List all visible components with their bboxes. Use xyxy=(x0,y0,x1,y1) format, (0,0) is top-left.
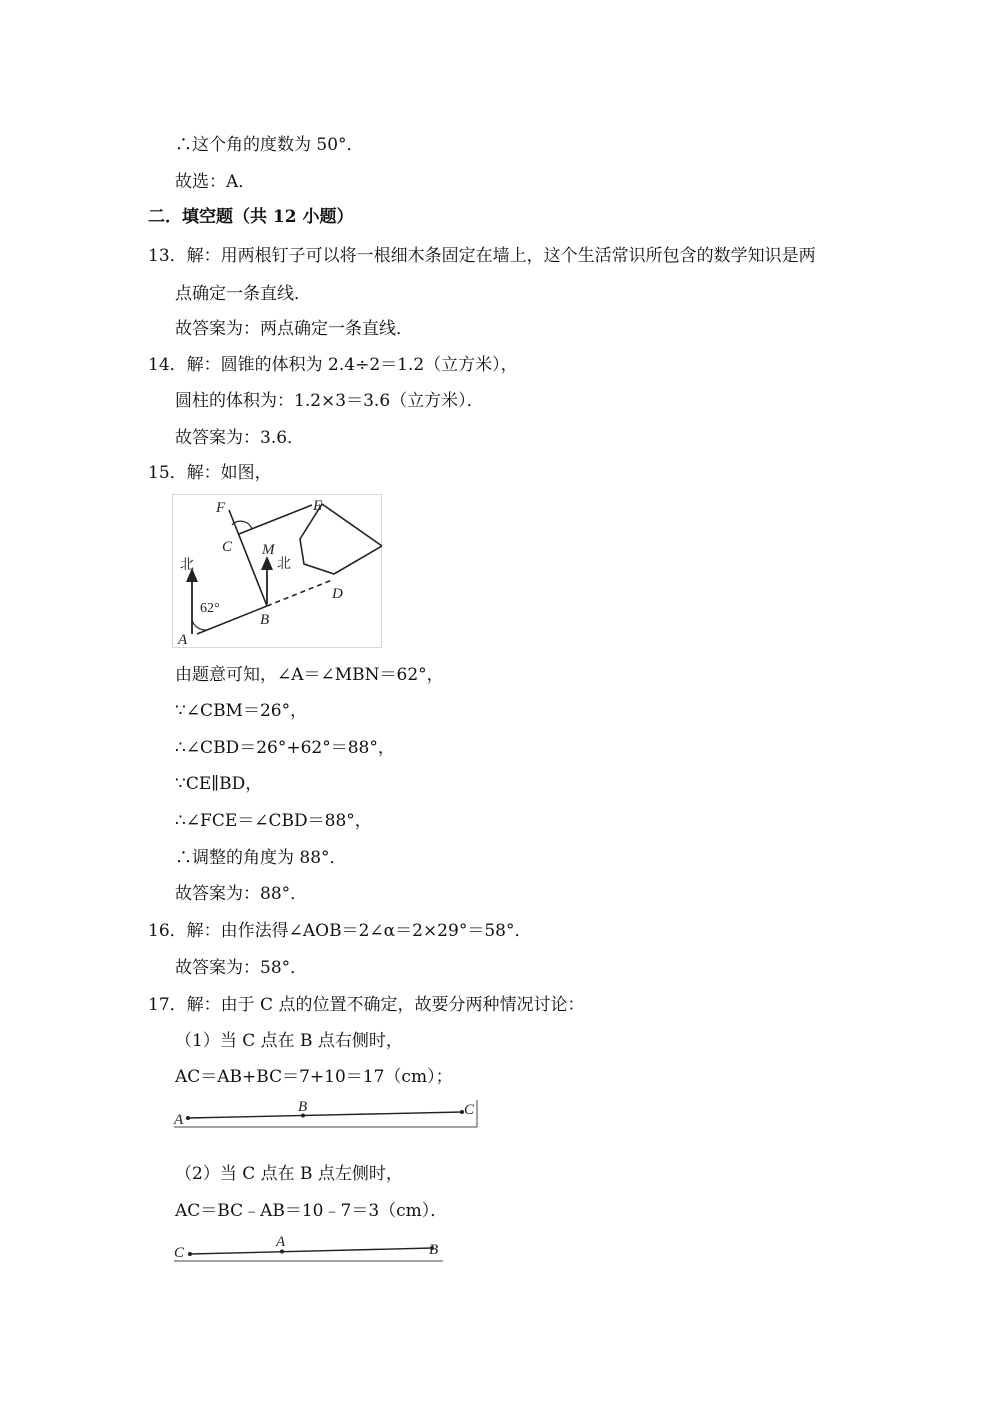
north-arrow-b-head xyxy=(261,556,273,570)
q13-line2: 点确定一条直线． xyxy=(175,284,311,304)
segment-ac xyxy=(188,1112,462,1118)
figure-q15 xyxy=(172,494,382,648)
q15-answer: 故答案为：88°． xyxy=(175,884,308,904)
point-c xyxy=(188,1252,192,1256)
label-a: A xyxy=(174,1112,184,1128)
segment-ce xyxy=(239,505,312,534)
label-a: A xyxy=(178,632,188,648)
segment-cb xyxy=(190,1248,432,1254)
q14-line1: 14．解：圆锥的体积为 2.4÷2＝1.2（立方米）， xyxy=(148,355,518,375)
building-shape xyxy=(300,504,382,574)
q13-line1: 13．解：用两根钉子可以将一根细木条固定在墙上，这个生活常识所包含的数学知识是两 xyxy=(148,246,816,266)
label-angle-62: 62° xyxy=(200,601,220,616)
q15-line7: ∴调整的角度为 88°． xyxy=(175,848,347,868)
q14-answer: 故答案为：3.6． xyxy=(175,428,305,448)
angle-arc-a xyxy=(192,620,206,630)
q16-line1: 16．解：由作法得∠AOB＝2∠α＝2×29°＝58°． xyxy=(148,921,532,941)
q17-case1-calc: AC＝AB+BC＝7+10＝17（cm）； xyxy=(175,1067,453,1087)
q13-answer: 故答案为：两点确定一条直线． xyxy=(175,319,413,339)
label-m: M xyxy=(262,542,275,558)
section-title: 二．填空题（共 12 小题） xyxy=(148,207,354,227)
q17-case1: （1）当 C 点在 B 点右侧时， xyxy=(175,1031,403,1051)
point-a xyxy=(280,1250,284,1254)
text-choose-a: 故选：A． xyxy=(175,172,256,192)
q15-line6: ∴∠FCE＝∠CBD＝88°， xyxy=(175,811,372,831)
text-angle-50: ∴这个角的度数为 50°． xyxy=(175,135,364,155)
figure-q17-case1 xyxy=(172,1096,482,1130)
q17-case2-calc: AC＝BC﹣AB＝10﹣7＝3（cm）． xyxy=(175,1201,448,1221)
label-north-a: 北 xyxy=(180,557,194,573)
figure-q17-case2 xyxy=(172,1232,447,1264)
q15-line1: 15．解：如图， xyxy=(148,463,272,483)
label-c: C xyxy=(174,1245,185,1261)
q16-answer: 故答案为：58°． xyxy=(175,958,308,978)
q15-line3: ∵∠CBM＝26°， xyxy=(175,701,308,721)
label-north-b: 北 xyxy=(277,556,291,572)
q14-line2: 圆柱的体积为：1.2×3＝3.6（立方米）． xyxy=(175,391,484,411)
label-b: B xyxy=(298,1099,308,1115)
label-b: B xyxy=(260,612,270,628)
point-a xyxy=(186,1116,190,1120)
q17-line1: 17．解：由于 C 点的位置不确定，故要分两种情况讨论： xyxy=(148,995,585,1015)
label-d: D xyxy=(332,586,343,602)
q15-line4: ∴∠CBD＝26°+62°＝88°， xyxy=(175,738,395,758)
label-c: C xyxy=(464,1102,475,1118)
label-b: B xyxy=(429,1242,439,1258)
q17-case2: （2）当 C 点在 B 点左侧时， xyxy=(175,1164,403,1184)
q15-line2: 由题意可知，∠A＝∠MBN＝62°， xyxy=(175,665,444,685)
segment-bd-dashed xyxy=(267,580,332,606)
label-c: C xyxy=(222,539,233,555)
label-a: A xyxy=(276,1234,286,1250)
label-e: E xyxy=(313,498,323,514)
label-f: F xyxy=(216,500,226,516)
q15-line5: ∵CE∥BD， xyxy=(175,774,263,794)
